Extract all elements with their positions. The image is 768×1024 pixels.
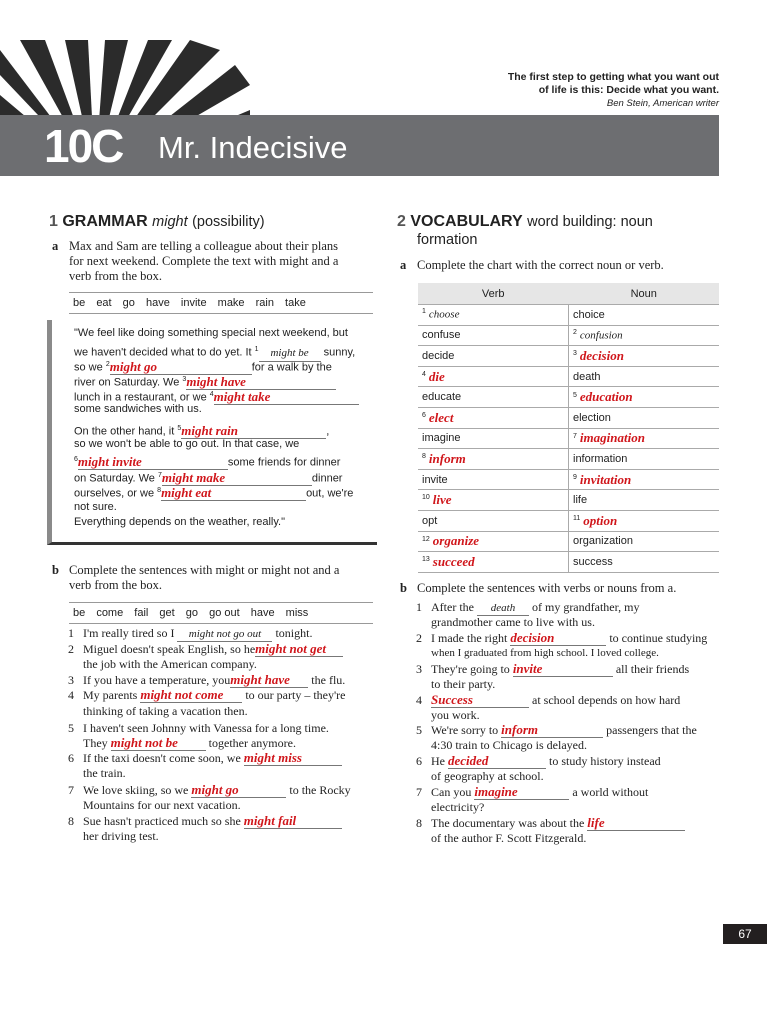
- word-box-item: go: [185, 607, 199, 619]
- chart-cell-verb: [418, 325, 569, 346]
- sentence-cont: Mountains for our next vacation.: [83, 798, 241, 812]
- chart-word: information: [573, 452, 628, 465]
- chart-cell-verb[interactable]: [418, 407, 569, 428]
- text-line: we haven't decided what to do yet. It $^1$ might be sunny,: [74, 342, 355, 362]
- chart-cell-noun[interactable]: [569, 387, 720, 408]
- answer-word: organize: [432, 533, 480, 549]
- sentence-cont: to their party.: [431, 677, 496, 691]
- answer-word: education: [579, 389, 633, 405]
- chart-word: invite: [422, 473, 448, 486]
- instruction-line: Complete the sentences with might or might not and a: [69, 563, 340, 577]
- sentence-item: 6 If the taxi doesn't come soon, we might miss: [83, 751, 342, 766]
- sentence-cont: you work.: [431, 708, 480, 722]
- chart-word: decide: [422, 349, 455, 362]
- word-box-item: take: [285, 297, 306, 309]
- text-line: not sure.: [74, 501, 117, 513]
- answer-blank[interactable]: might go: [110, 359, 252, 376]
- unit-title: Mr. Indecisive: [158, 130, 348, 165]
- vocab-sub: word building: noun: [527, 214, 653, 230]
- chart-word: educate: [422, 391, 462, 404]
- instruction-line: verb from the box.: [69, 578, 163, 592]
- text-line: so we won't be able to go out. In that case, we: [74, 438, 300, 450]
- item-number: 12: [422, 535, 430, 543]
- sentence-item: 3 They're going to invite all their friends: [416, 661, 690, 676]
- chart-row: [418, 407, 719, 428]
- text-line: $^6$might invite some friends for dinner: [74, 453, 341, 469]
- sentence-item: 4 My parents might not come to our party – they're: [68, 687, 346, 702]
- page-number: 67: [723, 924, 767, 944]
- chart-cell-noun[interactable]: [569, 510, 720, 531]
- word-box-item: go out: [209, 607, 240, 619]
- grammar-title: GRAMMAR: [62, 213, 148, 230]
- answer-word: live: [432, 492, 452, 508]
- instruction-line: Max and Sam are telling a colleague about their plans: [69, 239, 339, 253]
- sentence-cont: of geography at school.: [431, 769, 544, 783]
- sentence-cont: thinking of taking a vacation then.: [83, 704, 248, 718]
- sentence-cont: the train.: [83, 766, 126, 780]
- answer-blank[interactable]: life: [587, 816, 685, 831]
- answer-blank[interactable]: might take: [214, 389, 359, 406]
- quote-author: Ben Stein, American writer: [606, 98, 719, 109]
- sentence-item: 7 We love skiing, so we might go to the Rocky: [68, 782, 351, 797]
- grammar-number: 1: [49, 213, 58, 230]
- exercise-letter: a: [52, 239, 59, 253]
- answer-word: succeed: [432, 553, 475, 569]
- answer-word: die: [428, 368, 445, 384]
- sentence-item: 2 I made the right decision to continue studying: [416, 630, 708, 645]
- text-line: on Saturday. We $^7$might make dinner: [74, 469, 343, 485]
- answer-blank[interactable]: might go: [191, 783, 286, 798]
- answer-blank[interactable]: Success: [431, 693, 529, 708]
- chart-cell-noun: [569, 552, 720, 573]
- text-line: lunch in a restaurant, or we $^4$might take: [74, 387, 359, 406]
- item-number: 5: [573, 391, 577, 399]
- word-box-a: [69, 292, 373, 314]
- answer-blank[interactable]: might not come: [140, 688, 242, 703]
- answer-word: inform: [428, 450, 466, 466]
- item-number: 3: [573, 350, 577, 358]
- word-box-item: go: [122, 297, 135, 309]
- chart-word: organization: [573, 535, 633, 548]
- chart-cell-verb[interactable]: [418, 552, 569, 573]
- vocab-number: 2: [397, 213, 406, 230]
- answer-blank[interactable]: might fail: [244, 814, 342, 829]
- text-line: "We feel like doing something special next weekend, but: [74, 327, 348, 339]
- answer-blank[interactable]: might not go out: [177, 627, 272, 642]
- sentence-cont: They might not be together anymore.: [83, 735, 296, 750]
- answer-word: option: [583, 512, 618, 528]
- answer-blank[interactable]: might invite: [78, 454, 228, 471]
- sentence-item: 6 He decided to study history instead: [416, 753, 661, 768]
- text-line: ourselves, or we $^8$might eat out, we're: [74, 484, 354, 500]
- chart-row: [418, 490, 719, 511]
- sentence-item: 3 If you have a temperature, youmight have the flu.: [68, 672, 346, 687]
- answer-word: invitation: [579, 471, 632, 487]
- answer-blank[interactable]: might rain: [181, 423, 326, 440]
- word-box-item: invite: [180, 297, 207, 309]
- vocab-sub-2: formation: [417, 232, 478, 248]
- answer-blank[interactable]: invite: [513, 662, 613, 677]
- chart-cell-verb: [418, 387, 569, 408]
- word-box-item: be: [73, 297, 86, 309]
- item-number: 7: [573, 432, 577, 440]
- chart-row: [418, 428, 719, 449]
- item-number: 13: [422, 556, 430, 564]
- answer-blank[interactable]: might have: [230, 673, 308, 688]
- sentence-item: 5 I haven't seen Johnny with Vanessa for a long time.: [68, 721, 329, 735]
- word-box-item: fail: [134, 607, 149, 619]
- dialogue-text-panel: [47, 320, 377, 545]
- exercise-letter: a: [400, 258, 407, 272]
- vocab-a-instructions: a Complete the chart with the correct noun or verb.: [400, 258, 664, 272]
- answer-blank[interactable]: imagine: [474, 785, 569, 800]
- chart-word: confuse: [422, 329, 461, 342]
- chart-row: [418, 552, 719, 573]
- chart-cell-verb[interactable]: [418, 449, 569, 470]
- chart-row: [418, 346, 719, 367]
- chart-cell-noun: [569, 531, 720, 552]
- chart-header-verb: Verb: [418, 283, 569, 305]
- answer-blank[interactable]: might miss: [244, 751, 342, 766]
- answer-blank[interactable]: might be: [259, 346, 321, 363]
- quote-line-2: of life is this: Decide what you want.: [538, 84, 719, 96]
- grammar-a-instructions: [52, 239, 369, 284]
- chart-cell-verb: [418, 510, 569, 531]
- sentence-cont: 4:30 train to Chicago is delayed.: [431, 738, 587, 752]
- word-box-item: rain: [255, 297, 274, 309]
- grammar-b-instructions: [52, 563, 369, 593]
- chart-word: confusion: [579, 329, 623, 342]
- word-box-item: have: [145, 297, 170, 309]
- chart-cell-noun[interactable]: [569, 428, 720, 449]
- item-number: 6: [422, 412, 426, 420]
- chart-cell-verb: [418, 469, 569, 490]
- chart-cell-noun[interactable]: [569, 469, 720, 490]
- answer-blank[interactable]: might have: [186, 374, 336, 391]
- item-number: 11: [573, 515, 581, 523]
- answer-blank[interactable]: decided: [448, 754, 546, 769]
- chart-row: [418, 305, 719, 326]
- chart-row: [418, 449, 719, 470]
- text-line: Everything depends on the weather, really.": [74, 516, 285, 528]
- chart-row: [418, 366, 719, 387]
- word-box-item: have: [250, 607, 275, 619]
- chart-word: death: [573, 370, 601, 383]
- chart-cell-verb: [418, 428, 569, 449]
- item-number: 9: [573, 473, 577, 481]
- grammar-focus-italic: might: [152, 214, 188, 230]
- answer-word: decision: [579, 347, 624, 363]
- chart-word: imagine: [422, 432, 461, 445]
- answer-blank[interactable]: inform: [501, 723, 603, 738]
- word-box-item: make: [217, 297, 245, 309]
- chart-row: [418, 469, 719, 490]
- grammar-focus: (possibility): [192, 214, 265, 230]
- chart-cell-noun: [569, 366, 720, 387]
- text-line: so we $^2$might go for a walk by the: [74, 358, 332, 374]
- answer-blank[interactable]: might not get: [255, 642, 343, 657]
- answer-word: imagination: [579, 430, 645, 446]
- chart-row: [418, 325, 719, 346]
- chart-cell-noun: [569, 407, 720, 428]
- chart-row: [418, 510, 719, 531]
- chart-cell-noun[interactable]: [569, 346, 720, 367]
- item-number: 1: [422, 308, 426, 316]
- exercise-letter: b: [400, 581, 407, 595]
- vocab-heading: [397, 213, 653, 231]
- answer-blank[interactable]: might make: [162, 470, 312, 487]
- sentence-item: 5 We're sorry to inform passengers that the: [416, 722, 697, 737]
- item-number: 2: [573, 329, 577, 337]
- grammar-heading: [49, 213, 265, 231]
- text-line: On the other hand, it $^5$might rain ,: [74, 422, 330, 438]
- sentence-item: 1 I'm really tired so I might not go out tonight.: [68, 626, 313, 640]
- answer-word: elect: [428, 409, 454, 425]
- chart-word: life: [573, 494, 588, 507]
- chart-cell-noun: [569, 490, 720, 511]
- answer-blank[interactable]: might not be: [111, 736, 206, 751]
- vocab-title: VOCABULARY: [410, 213, 523, 230]
- chart-word: choice: [573, 308, 605, 321]
- text-line: river on Saturday. We $^3$might have: [74, 372, 336, 391]
- sentence-cont: of the author F. Scott Fitzgerald.: [431, 831, 587, 845]
- sentence-cont: her driving test.: [83, 829, 159, 843]
- word-box-item: miss: [285, 607, 309, 619]
- word-box-item: eat: [96, 297, 112, 309]
- word-box-item: be: [73, 607, 86, 619]
- word-formation-chart: [418, 283, 719, 573]
- instruction-line: for next weekend. Complete the text with might and a: [69, 254, 339, 268]
- word-box-item: come: [96, 607, 124, 619]
- vocab-b-instructions: b Complete the sentences with verbs or nouns from a.: [400, 581, 677, 595]
- chart-word: opt: [422, 514, 438, 527]
- chart-cell-verb[interactable]: [418, 490, 569, 511]
- sentence-cont: grandmother came to live with us.: [431, 615, 595, 629]
- sentence-cont: when I graduated from high school. I loved college.: [431, 647, 659, 659]
- chart-cell-verb: [418, 305, 569, 326]
- quote-line-1: The first step to getting what you want out: [507, 71, 719, 83]
- exercise-letter: b: [52, 563, 59, 577]
- unit-code: 10C: [44, 120, 123, 172]
- chart-word: election: [573, 411, 611, 424]
- sentence-cont: the job with the American company.: [83, 657, 257, 671]
- item-number: 4: [422, 370, 426, 378]
- chart-word: choose: [428, 309, 460, 322]
- chart-cell-noun: [569, 449, 720, 470]
- sentence-item: 8 Sue hasn't practiced much so she might fail: [83, 814, 342, 829]
- chart-cell-verb: [418, 346, 569, 367]
- chart-row: [418, 387, 719, 408]
- word-box-item: get: [159, 607, 175, 619]
- word-box-b: [69, 602, 373, 624]
- text-line: some sandwiches with us.: [74, 403, 202, 415]
- chart-cell-verb[interactable]: [418, 531, 569, 552]
- chart-cell-verb[interactable]: [418, 366, 569, 387]
- answer-blank[interactable]: decision: [510, 631, 606, 646]
- chart-cell-noun: [569, 325, 720, 346]
- item-number: 8: [422, 453, 426, 461]
- item-number: 10: [422, 494, 430, 502]
- chart-cell-noun: [569, 305, 720, 326]
- chart-row: [418, 531, 719, 552]
- chart-word: success: [573, 555, 613, 568]
- sentence-item: 8 The documentary was about the life: [431, 816, 685, 831]
- epigraph-quote: [508, 71, 719, 110]
- sentence-item: 2 Miguel doesn't speak English, so hemight not get: [83, 642, 343, 657]
- sentence-item: 4 Success at school depends on how hard: [416, 692, 681, 707]
- sentence-item: 1 After the death of my grandfather, my: [416, 600, 640, 614]
- answer-blank[interactable]: might eat: [161, 485, 306, 502]
- answer-blank[interactable]: death: [477, 601, 529, 616]
- sentence-item: 7 Can you imagine a world without: [416, 784, 649, 799]
- sentence-cont: electricity?: [431, 800, 485, 814]
- instruction-line: verb from the box.: [69, 269, 163, 283]
- chart-header-noun: Noun: [569, 283, 720, 305]
